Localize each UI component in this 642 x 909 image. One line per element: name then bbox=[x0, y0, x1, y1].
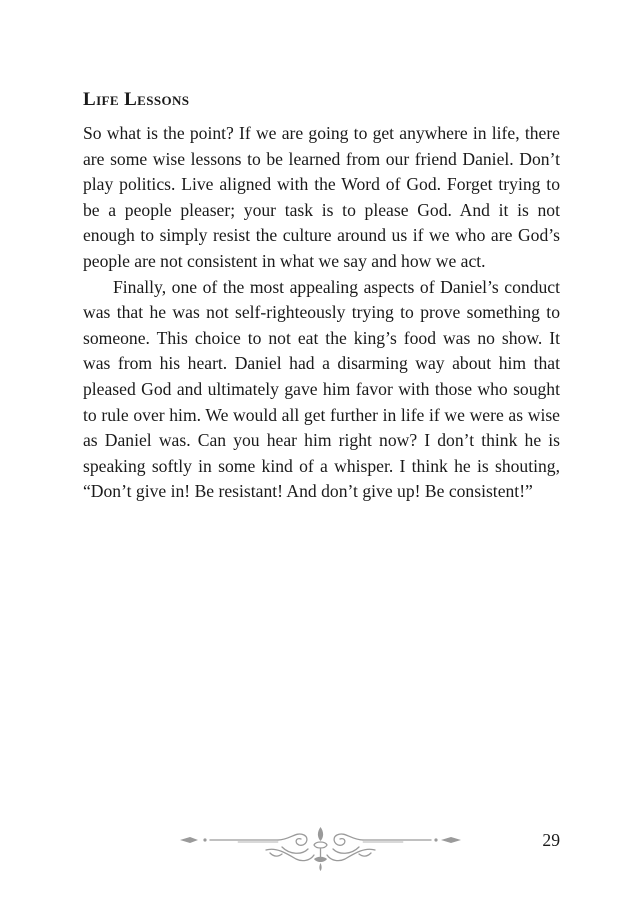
paragraph-2: Finally, one of the most appealing aspects of Daniel’s conduct was that he was not self-righteously trying to prove something to someone. This choice to not eat the king’s food was no show. It was from his heart. Daniel had a disarming way about him that pleased God and ultimately gave him favor with those who sought to rule over him. We would all get further in life if we were as wise as Daniel was. Can you hear him right now? I don’t think he is speaking softly in some kind of a whisper. I think he is shouting, “Don’t give in! Be resistant! And don’t give up! Be consistent!” bbox=[83, 276, 560, 502]
body-text bbox=[83, 121, 560, 505]
section-heading: Life Lessons bbox=[83, 89, 190, 110]
book-page bbox=[83, 0, 560, 909]
flourish-divider-icon bbox=[178, 823, 463, 873]
paragraph-1: So what is the point? If we are going to get anywhere in life, there are some wise lessons to be learned from our friend Daniel. Don’t play politics. Live aligned with the Word of God. Forget trying to be a people pleaser; your task is to please God. And it is not enough to simply resist the culture around us if we who are God’s people are not consistent in what we say and how we act. bbox=[83, 123, 560, 271]
page-number: 29 bbox=[542, 830, 560, 850]
